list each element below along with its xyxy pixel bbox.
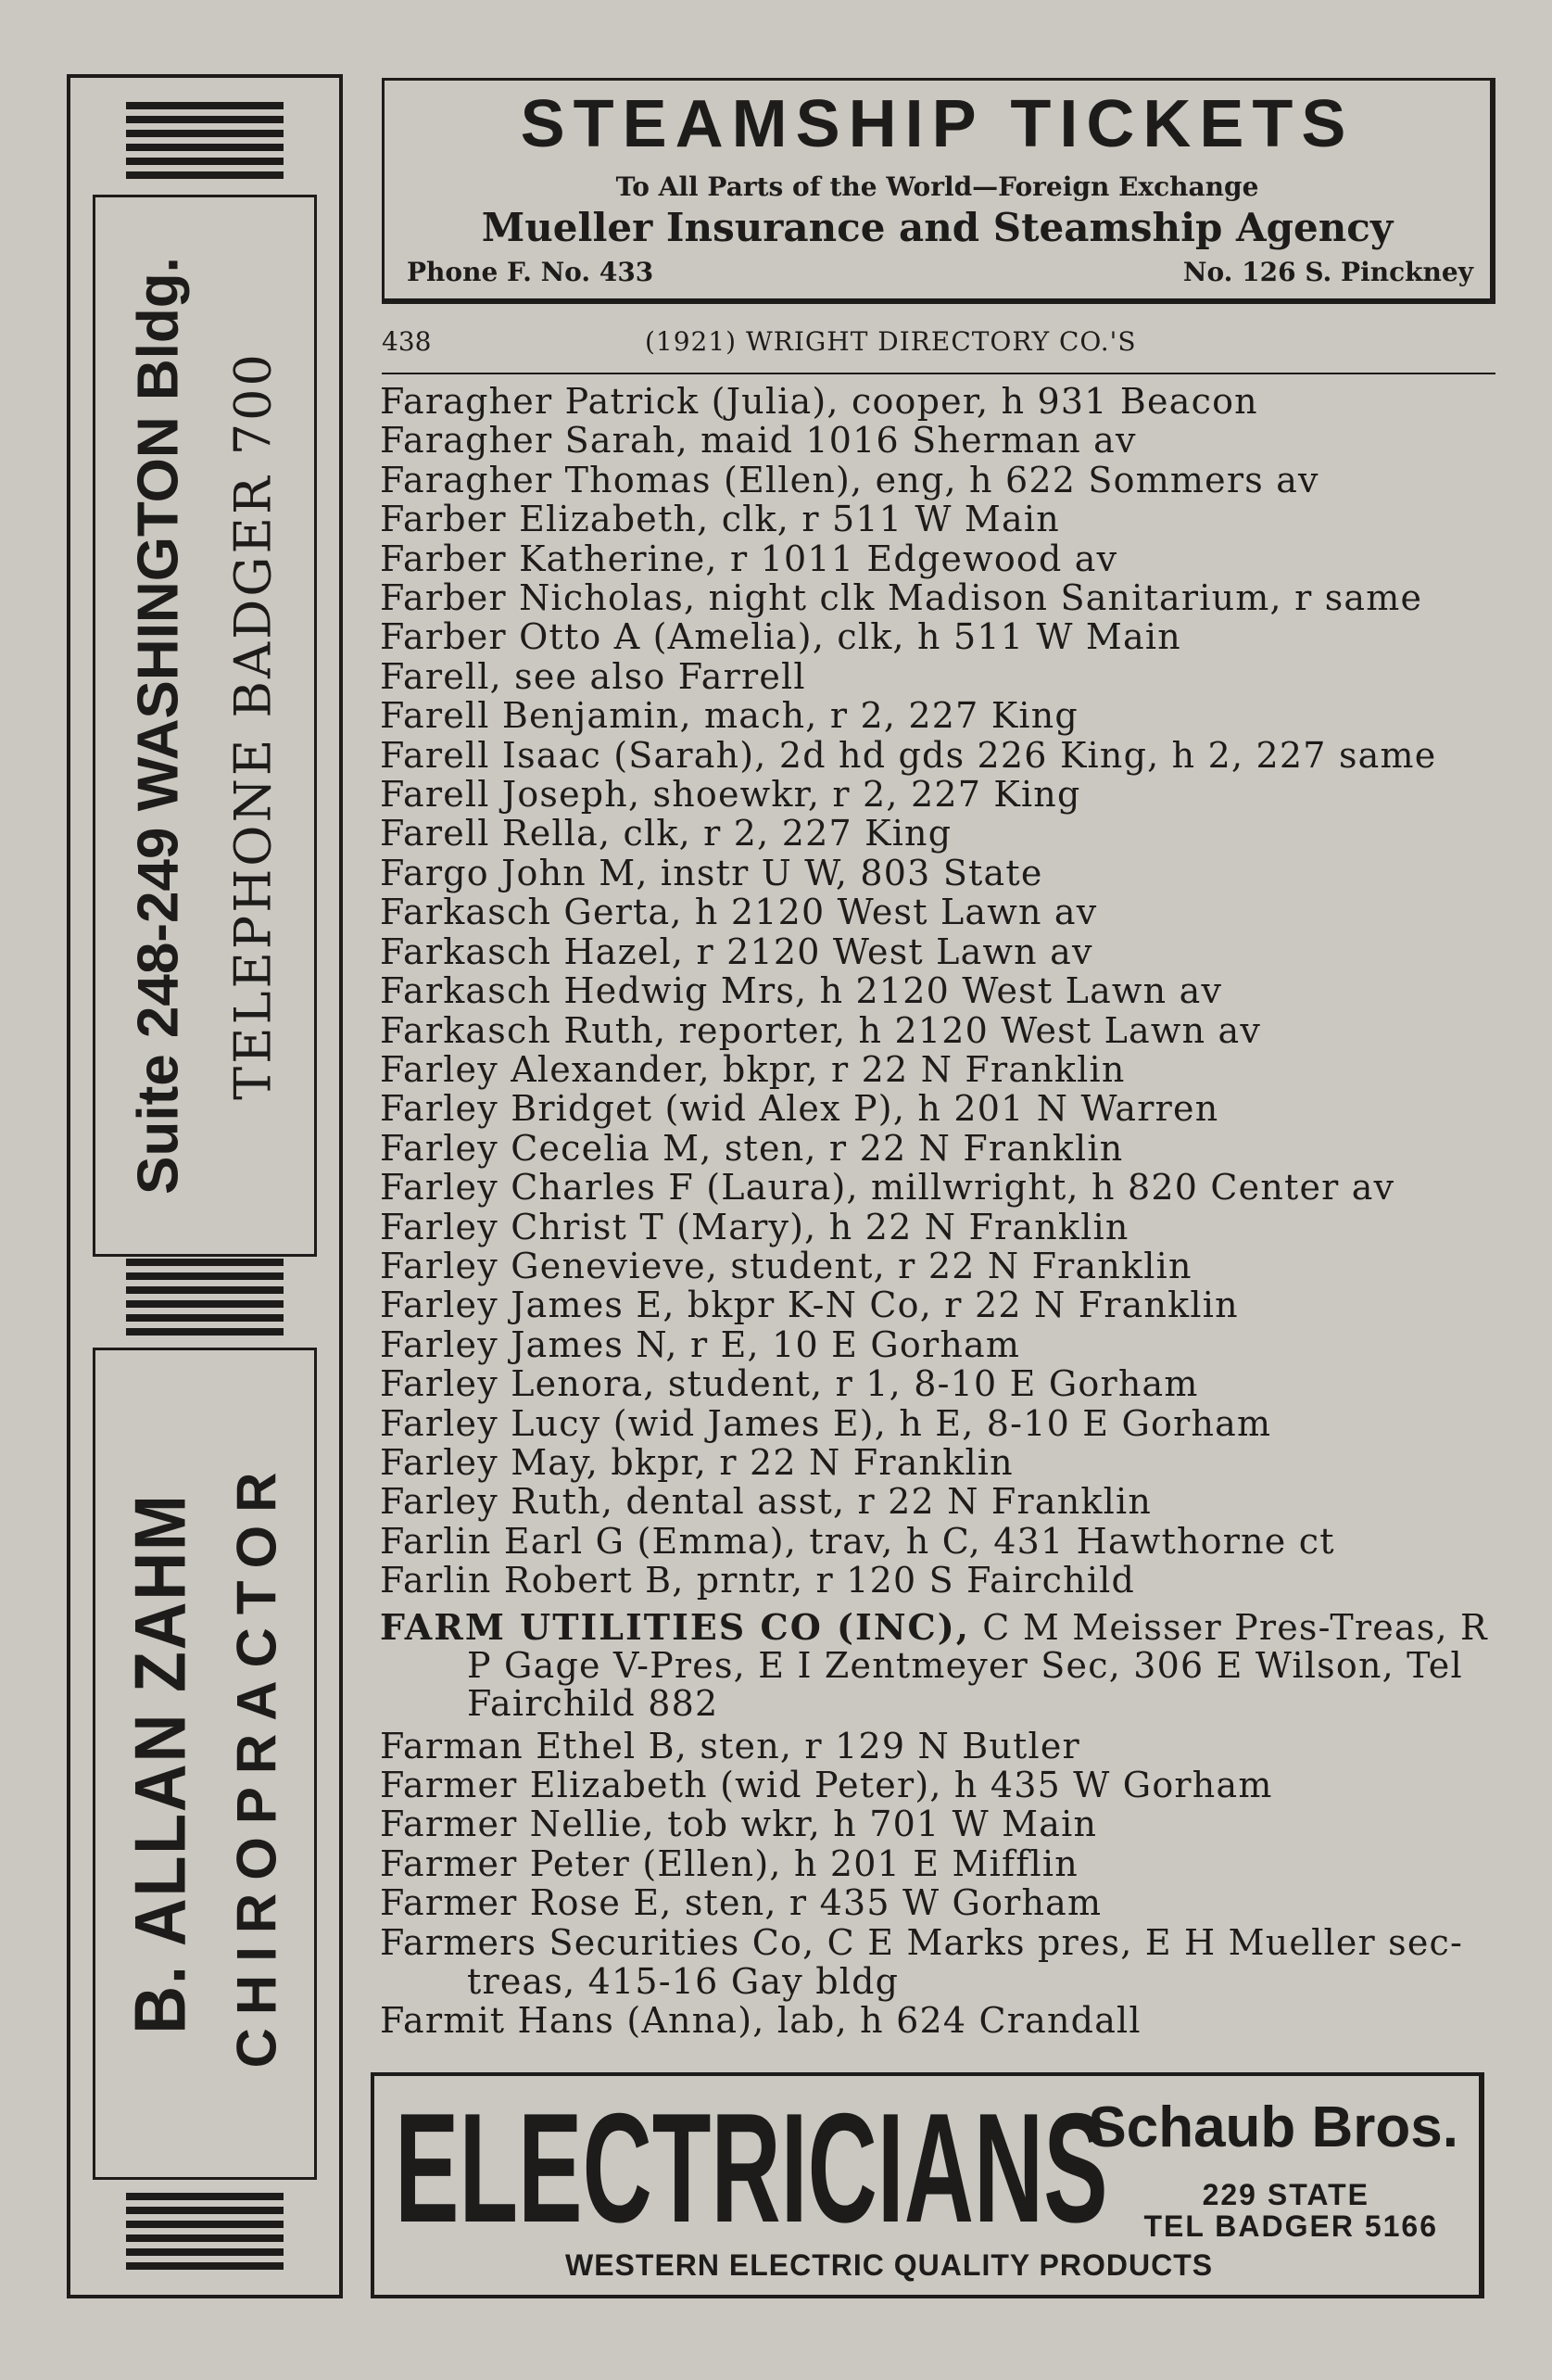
list-item: Farley Cecelia M, sten, r 22 N Franklin [380,1127,1124,1169]
business-list-item [380,1605,1495,1724]
list-item: Farley James E, bkpr K-N Co, r 22 N Franklin [380,1285,1239,1326]
electricians-advertisement [371,2072,1484,2298]
ad-tagline: WESTERN ELECTRIC QUALITY PRODUCTS [565,2248,1214,2282]
list-item: Farley May, bkpr, r 22 N Franklin [380,1441,1014,1483]
running-head: (1921) WRIGHT DIRECTORY CO.'S [645,326,1137,357]
list-item: Farley Bridget (wid Alex P), h 201 N Warren [380,1088,1219,1130]
list-item: Faragher Thomas (Ellen), eng, h 622 Sommers av [380,459,1319,500]
list-item: Farber Elizabeth, clk, r 511 W Main [380,499,1060,540]
list-item: Farber Otto A (Amelia), clk, h 511 W Main [380,616,1181,658]
directory-listing [380,382,1495,2041]
telephone-number: TELEPHONE BADGER 700 [223,351,283,1100]
header-rule [382,373,1495,374]
list-item: Farley Christ T (Mary), h 22 N Franklin [380,1206,1129,1247]
list-item: Farlin Robert B, prntr, r 120 S Fairchild [380,1560,1136,1601]
list-item: Farley Genevieve, student, r 22 N Franklin [380,1245,1192,1286]
ad-subtitle: To All Parts of the World—Foreign Exchange [615,171,1259,202]
decorative-bars-bottom [126,2193,284,2276]
list-item: Faragher Sarah, maid 1016 Sherman av [380,420,1137,462]
ad-title: STEAMSHIP TICKETS [520,87,1355,161]
list-item: Fargo John M, instr U W, 803 State [380,852,1043,893]
company-address: 229 STATE [1202,2178,1369,2211]
company-telephone: TEL BADGER 5166 [1143,2209,1438,2243]
list-item: Farley Charles F (Laura), millwright, h 820 Center av [380,1167,1395,1209]
agency-name: Mueller Insurance and Steamship Agency [481,205,1394,250]
list-item: Farell Joseph, shoewkr, r 2, 227 King [380,774,1081,816]
steamship-advertisement [382,78,1495,304]
practitioner-profession: CHIROPRACTOR [225,1459,288,2069]
list-item: Farmit Hans (Anna), lab, h 624 Crandall [380,2000,1142,2042]
company-name: Schaub Bros. [1088,2095,1458,2159]
list-item: Farmer Elizabeth (wid Peter), h 435 W Gorham [380,1765,1273,1805]
list-item: Farkasch Gerta, h 2120 West Lawn av [380,892,1098,933]
practitioner-name: B. ALLAN ZAHM [119,1493,201,2034]
list-item: Farley Alexander, bkpr, r 22 N Franklin [380,1048,1126,1090]
list-item: Farley James N, r E, 10 E Gorham [380,1323,1021,1365]
list-item: Farell Isaac (Sarah), 2d hd gds 226 King, h 2, 227 same [380,734,1437,776]
business-details: C M Meisser Pres-Treas, R P Gage V-Pres, E I Zentmeyer Sec, 306 E Wilson, Tel Fairchild 882 [467,1606,1488,1724]
list-item: Farman Ethel B, sten, r 129 N Butler [380,1725,1080,1766]
ad-headline: ELECTRICIANS [395,2081,1108,2255]
list-item: Farley Lenora, student, r 1, 8-10 E Gorham [380,1363,1199,1405]
decorative-bars-top [126,102,284,185]
list-item: Farell Rella, clk, r 2, 227 King [380,813,953,855]
page-number: 438 [382,326,432,357]
list-item: Farmers Securities Co, C E Marks pres, E H Mueller sec-treas, 415-16 Gay bldg [380,1921,1464,2003]
list-item: Farley Lucy (wid James E), h E, 8-10 E Gorham [380,1402,1272,1444]
agency-phone: Phone F. No. 433 [407,257,654,287]
list-item: Farell Benjamin, mach, r 2, 227 King [380,695,1079,737]
list-item: Farkasch Hazel, r 2120 West Lawn av [380,930,1093,972]
list-item: Farber Katherine, r 1011 Edgewood av [380,538,1118,579]
business-name: FARM UTILITIES CO (INC), [380,1605,970,1648]
decorative-bars-middle [126,1259,284,1342]
list-item: Farlin Earl G (Emma), trav, h C, 431 Hawthorne ct [380,1520,1335,1562]
name-panel [93,1348,317,2180]
chiropractor-advertisement [67,74,343,2298]
list-item: Farell, see also Farrell [380,655,806,697]
list-item: Farmer Nellie, tob wkr, h 701 W Main [380,1804,1098,1845]
list-item: Faragher Patrick (Julia), cooper, h 931 Beacon [380,381,1258,422]
list-item: Farley Ruth, dental asst, r 22 N Franklin [380,1481,1152,1523]
address-panel [93,195,317,1257]
list-item: Farkasch Ruth, reporter, h 2120 West Lawn av [380,1009,1262,1051]
list-item: Farber Nicholas, night clk Madison Sanitarium, r same [380,577,1423,619]
agency-address: No. 126 S. Pinckney [1182,257,1473,287]
list-item: Farmer Rose E, sten, r 435 W Gorham [380,1882,1103,1924]
suite-address: Suite 248-249 WASHINGTON Bldg. [126,257,191,1195]
list-item: Farkasch Hedwig Mrs, h 2120 West Lawn av [380,970,1223,1012]
list-item: Farmer Peter (Ellen), h 201 E Mifflin [380,1842,1079,1884]
